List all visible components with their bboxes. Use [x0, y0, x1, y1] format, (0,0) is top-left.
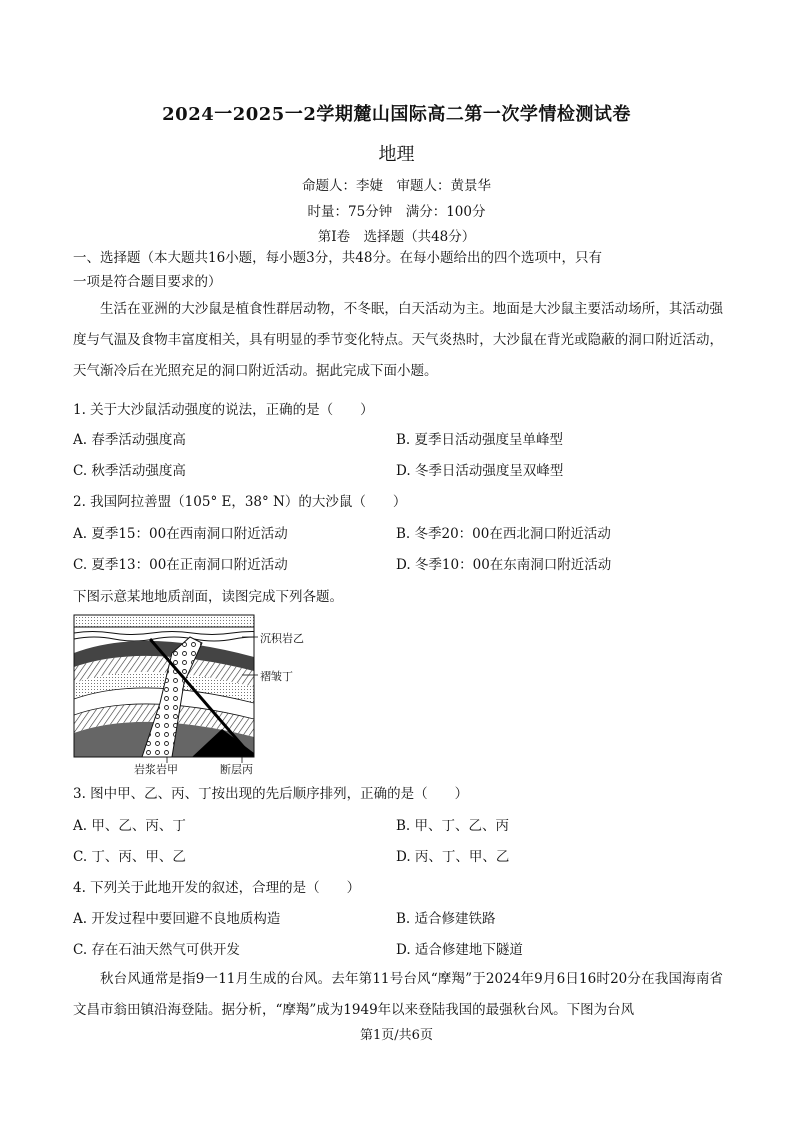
- question-1-option-a[interactable]: A. 春季活动强度高: [73, 432, 186, 448]
- question-4-option-a[interactable]: A. 开发过程中要回避不良地质构造: [73, 911, 281, 927]
- question-1-option-c[interactable]: C. 秋季活动强度高: [73, 463, 186, 479]
- authors-line: 命题人：李婕 审题人：黄景华: [302, 178, 491, 194]
- question-2-stem: 2. 我国阿拉善盟（105° E，38° N）的大沙鼠（ ）: [73, 494, 407, 510]
- section-instruction-line2: 一项是符合题目要求的）: [73, 274, 222, 290]
- passage-typhoon: 秋台风通常是指9一11月生成的台风。去年第11号台风“摩羯”于2024年9月6日16时20分在我国海南省文昌市翁田镇沿海登陆。据分析，“摩羯”成为1949年以来登陆我国的最强秋台风。下图为台风: [73, 971, 723, 1018]
- question-1-option-b[interactable]: B. 夏季日活动强度呈单峰型: [396, 432, 564, 448]
- section-instruction-line1: 一、选择题（本大题共16小题，每小题3分，共48分。在每小题给出的四个选项中，只有: [73, 250, 602, 266]
- exam-title: 2024一2025一2学期麓山国际高二第一次学情检测试卷: [162, 104, 631, 125]
- question-4-option-c[interactable]: C. 存在石油天然气可供开发: [73, 942, 240, 958]
- question-2-option-c[interactable]: C. 夏季13：00在正南洞口附近活动: [73, 557, 288, 573]
- subject-title: 地理: [378, 144, 415, 165]
- label-magmatic-rock: 岩浆岩甲: [134, 763, 178, 776]
- question-4-option-d[interactable]: D. 适合修建地下隧道: [396, 942, 523, 958]
- question-3-option-d[interactable]: D. 丙、丁、甲、乙: [396, 849, 510, 865]
- question-2-option-d[interactable]: D. 冬季10：00在东南洞口附近活动: [396, 557, 612, 573]
- question-2-option-b[interactable]: B. 冬季20：00在西北洞口附近活动: [396, 526, 611, 542]
- page-footer: 第1页/共6页: [360, 1028, 433, 1043]
- question-3-option-c[interactable]: C. 丁、丙、甲、乙: [73, 849, 186, 865]
- question-3-option-b[interactable]: B. 甲、丁、乙、丙: [396, 818, 510, 834]
- label-sedimentary-rock: 沉积岩乙: [260, 632, 304, 645]
- question-3-option-a[interactable]: A. 甲、乙、丙、丁: [73, 818, 186, 834]
- figure-intro-text: 下图示意某地地质剖面，读图完成下列各题。: [73, 589, 343, 605]
- passage-gerbil: 生活在亚洲的大沙鼠是植食性群居动物，不冬眠，白天活动为主。地面是大沙鼠主要活动场所，其活动强度与气温及食物丰富度相关，具有明显的季节变化特点。天气炎热时，大沙鼠在背光或隐蔽的洞口附近活动，天气渐冷后在光照充足的洞口附近活动。据此完成下面小题。: [73, 301, 723, 379]
- question-4-option-b[interactable]: B. 适合修建铁路: [396, 911, 496, 927]
- question-2-option-a[interactable]: A. 夏季15：00在西南洞口附近活动: [73, 526, 288, 542]
- volume-heading: 第I卷 选择题（共48分）: [317, 229, 476, 245]
- label-fold: 褶皱丁: [260, 670, 293, 683]
- question-1-stem: 1. 关于大沙鼠活动强度的说法，正确的是（ ）: [73, 402, 374, 418]
- label-fault: 断层丙: [220, 763, 253, 776]
- question-1-option-d[interactable]: D. 冬季日活动强度呈双峰型: [396, 463, 564, 479]
- geologic-section-figure: [72, 613, 312, 775]
- exam-info-line: 时量：75分钟 满分：100分: [307, 204, 486, 220]
- question-3-stem: 3. 图中甲、乙、丙、丁按出现的先后顺序排列，正确的是（ ）: [73, 786, 469, 802]
- question-4-stem: 4. 下列关于此地开发的叙述，合理的是（ ）: [73, 880, 361, 896]
